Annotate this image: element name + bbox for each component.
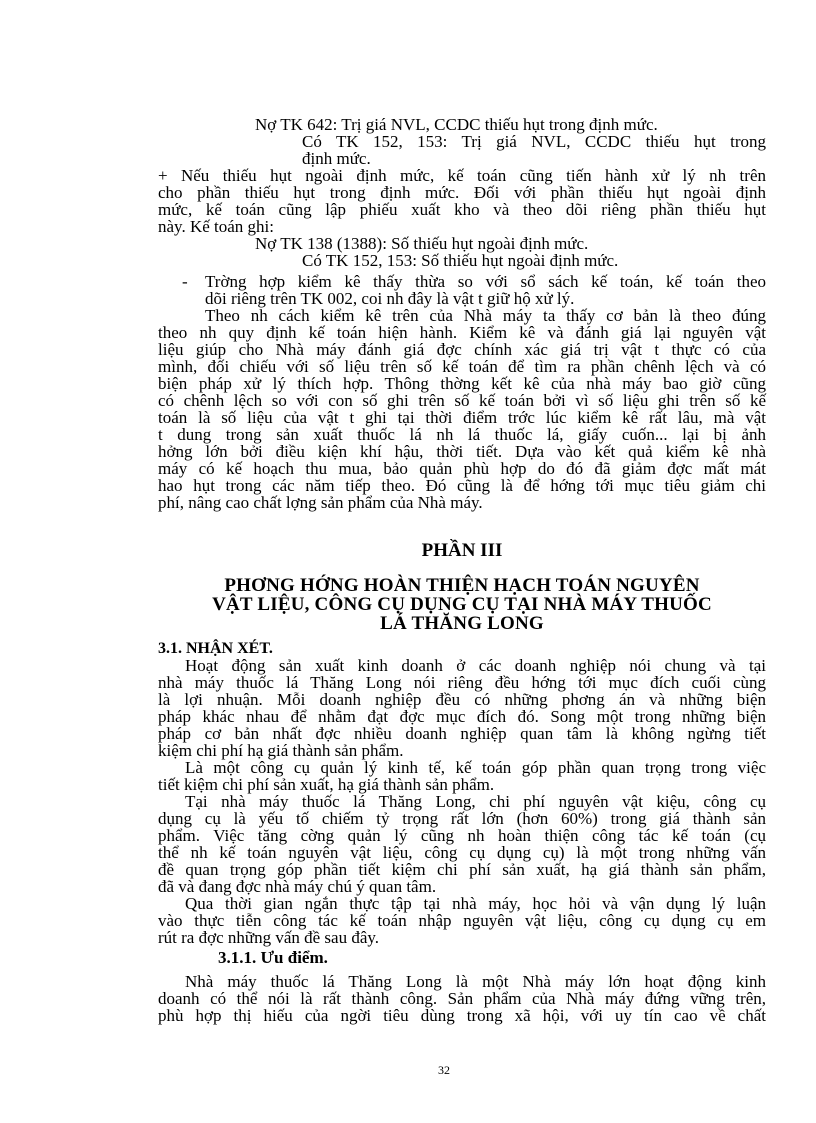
text-line: máy có kế hoạch thu mua, bảo quản phù hợp do đó đã giảm đợc mất mát bbox=[158, 459, 766, 478]
text-line: mình, đối chiếu với số liệu trên số kế toán để tìm ra phần chênh lệch và có bbox=[158, 357, 766, 376]
text-line: rút ra đợc những vấn đề sau đây. bbox=[158, 928, 380, 947]
text-line: kiệm chi phí hạ giá thành sản phẩm. bbox=[158, 741, 404, 760]
text-line: doanh có thể nói là rất thành công. Sản phẩm của Nhà máy đứng vững trên, bbox=[158, 989, 766, 1008]
chapter-title-line: LÁ THĂNG LONG bbox=[380, 613, 544, 634]
text-line: Tại nhà máy thuốc lá Thăng Long, chi phí nguyên vật kiệu, công cụ bbox=[185, 792, 766, 811]
text-line: nhà máy thuốc lá Thăng Long nói riêng đều hớng tới mục đích cuối cùng bbox=[158, 673, 766, 692]
text-line: pháp cơ bản nhất đợc nhiều doanh nghiệp quan tâm là không ngừng tiết bbox=[158, 724, 766, 743]
text-line: liệu giúp cho Nhà máy đánh giá đợc chính xác giá trị vật t thực có của bbox=[158, 340, 766, 359]
subsection-heading: 3.1.1. Ưu điểm. bbox=[218, 948, 328, 967]
text-line: có chênh lệch so với con số ghi trên số kế toán bởi vì số liệu ghi trên số kế bbox=[158, 391, 766, 410]
text-line: theo nh quy định kế toán hiện hành. Kiểm kê và đánh giá lại nguyên vật bbox=[158, 323, 766, 342]
text-line: đã và đang đợc nhà máy chú ý quan tâm. bbox=[158, 877, 437, 896]
page-number: 32 bbox=[438, 1063, 450, 1077]
text-line: thể nh kế toán nguyên vật liệu, công cụ dụng cụ) là một trong những vấn bbox=[158, 843, 766, 862]
text-line: hởng lớn bởi điều kiện khí hậu, thời tiết. Dựa vào kết quả kiểm kê nhà bbox=[158, 442, 766, 461]
list-dash: - bbox=[182, 272, 188, 291]
text-line: Hoạt động sản xuất kinh doanh ở các doanh nghiệp nói chung và tại bbox=[185, 656, 766, 675]
text-line: Qua thời gian ngắn thực tập tại nhà máy, học hỏi và vận dụng lý luận bbox=[185, 894, 766, 913]
text-line: toán là số liệu của vật t ghi tại thời điểm trớc lúc kiểm kê rất lâu, mà vật bbox=[158, 408, 766, 427]
text-line: dụng cụ là yếu tố chiếm tỷ trọng rất lớn (hơn 60%) trong giá thành sản bbox=[158, 809, 766, 828]
text-line: hao hụt trong các năm tiếp theo. Đó cũng là để hớng tới mục tiêu giảm chi bbox=[158, 476, 766, 495]
text-line: pháp khác nhau để nhằm đạt đợc mục đích đó. Song một trong những biện bbox=[158, 707, 766, 726]
text-line: cho phần thiếu hụt trong định mức. Đối với phần thiếu hụt ngoài định bbox=[158, 183, 766, 202]
text-line: là lợi nhuận. Mỗi doanh nghiệp đều có những phơng án và những biện bbox=[158, 690, 766, 709]
text-line: Nợ TK 642: Trị giá NVL, CCDC thiếu hụt trong định mức. bbox=[255, 115, 658, 134]
text-line: Nhà máy thuốc lá Thăng Long là một Nhà máy lớn hoạt động kinh bbox=[185, 972, 766, 991]
text-line: phẩm. Việc tăng cờng quản lý cũng nh hoàn thiện công tác kế toán (cụ bbox=[158, 826, 766, 845]
text-line: định mức. bbox=[302, 149, 371, 168]
text-line: + Nếu thiếu hụt ngoài định mức, kế toán cũng tiến hành xử lý nh trên bbox=[158, 166, 766, 185]
text-line: đề quan trọng góp phần tiết kiệm chi phí sản xuất, hạ giá thành sản phẩm, bbox=[158, 860, 766, 879]
part-title: PHẦN III bbox=[421, 540, 503, 561]
text-line: biện pháp xử lý thích hợp. Thông thờng kết kê của nhà máy bao giờ cũng bbox=[158, 374, 766, 393]
text-line: Có TK 152, 153: Trị giá NVL, CCDC thiếu hụt trong bbox=[302, 132, 766, 151]
text-line: Trờng hợp kiểm kê thấy thừa so với sổ sách kế toán, kế toán theo bbox=[205, 272, 766, 291]
section-heading: 3.1. NHẬN XÉT. bbox=[158, 640, 273, 657]
chapter-title-line: PHƠNG HỚNG HOÀN THIỆN HẠCH TOÁN NGUYÊN bbox=[224, 575, 700, 596]
text-line: này. Kế toán ghi: bbox=[158, 217, 274, 236]
text-line: phù hợp thị hiếu của ngời tiêu dùng trong xã hội, với uy tín cao về chất bbox=[158, 1006, 766, 1025]
text-line: Là một công cụ quản lý kinh tế, kế toán góp phần quan trọng trong việc bbox=[185, 758, 766, 777]
text-line: vào thực tiễn công tác kế toán nhập nguyên vật liệu, công cụ dụng cụ em bbox=[158, 911, 766, 930]
text-line: phí, nâng cao chất lợng sản phẩm của Nhà máy. bbox=[158, 493, 483, 512]
text-line: dõi riêng trên TK 002, coi nh đây là vật t giữ hộ xử lý. bbox=[205, 289, 575, 308]
text-line: Nợ TK 138 (1388): Số thiếu hụt ngoài định mức. bbox=[255, 234, 589, 253]
chapter-title-line: VẬT LIỆU, CÔNG CỤ DỤNG CỤ TẠI NHÀ MÁY THUỐC bbox=[212, 594, 712, 615]
text-line: tiết kiệm chi phí sản xuất, hạ giá thành sản phẩm. bbox=[158, 775, 495, 794]
text-line: Có TK 152, 153: Số thiếu hụt ngoài định mức. bbox=[302, 251, 619, 270]
text-line: t dung trong sản xuất thuốc lá nh lá thuốc lá, giấy cuốn... lại bị ảnh bbox=[158, 425, 766, 444]
text-line: mức, kế toán cũng lập phiếu xuất kho và theo dõi riêng phần thiếu hụt bbox=[158, 200, 766, 219]
text-line: Theo nh cách kiểm kê trên của Nhà máy ta thấy cơ bản là theo đúng bbox=[205, 306, 766, 325]
